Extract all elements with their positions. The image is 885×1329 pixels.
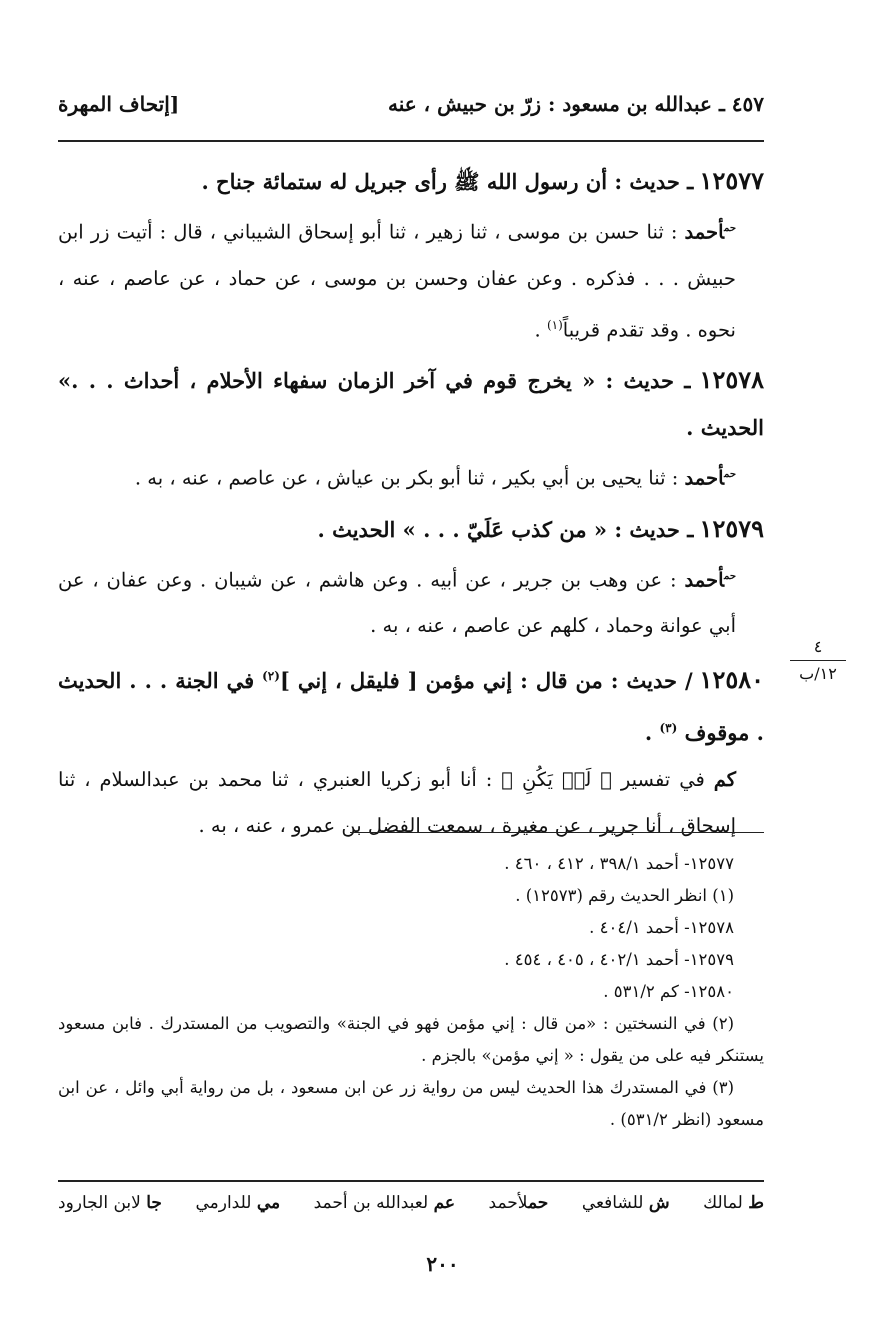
hadith-heading	[58, 357, 764, 452]
legend-label: لمالك	[703, 1193, 743, 1213]
hadith-title: ـ حديث : « يخرج قوم في آخر الزمان سفهاء الأحلام ، أحداث . . .» الحديث .	[58, 368, 764, 440]
legend-code: ط	[748, 1193, 764, 1213]
hadith-body	[58, 206, 764, 353]
hadith-chain: : عن وهب بن جرير ، عن أبيه . وعن هاشم ، عن شيبان . وعن عفان ، عن أبي عوانة وحماد ، كلهم عن عاصم ، عنه ، به .	[58, 568, 736, 637]
legend-code: ش	[648, 1193, 670, 1213]
footnote: ١٢٥٧٨- أحمد ٤٠٤/١ .	[589, 918, 734, 937]
hadith-title-end: .	[644, 720, 660, 745]
hadith-number: ١٢٥٧٩	[699, 513, 764, 543]
hadith-body	[58, 554, 764, 650]
hadith-heading	[58, 653, 764, 757]
header-book-title: [إتحاف المهرة	[58, 92, 180, 116]
running-header	[58, 92, 764, 126]
hadith-number: ١٢٥٧٧	[699, 166, 764, 195]
legend-item	[582, 1193, 670, 1213]
main-text	[58, 158, 764, 849]
hadith-number: ١٢٥٧٨	[699, 365, 764, 394]
footnote: ١٢٥٧٧- أحمد ٣٩٨/١ ، ٤١٢ ، ٤٦٠ .	[504, 854, 734, 873]
legend-rule	[58, 1180, 764, 1182]
hadith-title-part: في الجنة . . . الحديث . موقوف	[58, 668, 764, 745]
legend-item	[314, 1193, 455, 1213]
hadith-title: ـ حديث : أن رسول الله ﷺ رأى جبريل له ستمائة جناح .	[201, 169, 694, 194]
footnote: (١) انظر الحديث رقم (١٢٥٧٣) .	[515, 886, 734, 905]
folio-bottom: ١٢/ب	[799, 664, 837, 683]
legend-item	[489, 1193, 549, 1213]
legend-item	[703, 1193, 764, 1213]
legend-item	[195, 1193, 280, 1213]
folio-top: ٤	[813, 637, 823, 656]
legend-label: لعبدالله بن أحمد	[313, 1193, 429, 1213]
manuscript-folio-note	[790, 636, 846, 685]
legend-label: للشافعي	[581, 1193, 644, 1213]
source-name: كم	[713, 768, 737, 791]
legend-label: للدارمي	[195, 1193, 252, 1213]
source-name: أحمد	[684, 466, 725, 490]
hadith-heading	[58, 158, 764, 206]
hadith-title-part: / حديث : من قال : إني مؤمن [ فليقل ، إني ]	[279, 668, 693, 693]
source-name: أحمد	[684, 568, 725, 591]
legend-code: حم	[527, 1193, 549, 1213]
source-code: حم	[724, 469, 736, 480]
hadith-chain: : ثنا يحيى بن أبي بكير ، ثنا أبو بكر بن عياش ، عن عاصم ، عنه ، به .	[134, 466, 679, 490]
footnote-ref: (٣)	[659, 721, 678, 735]
hadith-chain: : ثنا حسن بن موسى ، ثنا زهير ، ثنا أبو إسحاق الشيباني ، قال : أتيت زر ابن حبيش . . . فذكره . وعن عفان وحسن بن موسى ، عن حماد ، عن عاصم ، عنه ، نحوه . وقد تقدم قريباً	[58, 220, 736, 341]
hadith-title: ـ حديث : « من كذب عَلَيّ . . . » الحديث .	[317, 516, 694, 542]
hadith-body-end: .	[534, 318, 547, 341]
footnote-ref: (٢)	[262, 669, 280, 683]
hadith-number: ١٢٥٨٠	[699, 665, 764, 694]
hadith-chain: في تفسير ﴿ لَمۡ يَكُنِ ﴾ : أنا أبو زكريا العنبري ، ثنا محمد بن عبدالسلام ، ثنا إسحاق ، أنا جرير ، عن مغيرة ، سمعت الفضل بن عمرو ، عنه ، به .	[58, 768, 736, 837]
footnotes-rule	[350, 832, 764, 833]
footnote-ref: (١)	[546, 317, 563, 332]
footnote: (٣) في المستدرك هذا الحديث ليس من رواية زر عن ابن مسعود ، بل من رواية أبي وائل ، عن ابن مسعود (انظر ٥٣١/٢) .	[58, 1078, 764, 1129]
header-section-title: ٤٥٧ ـ عبدالله بن مسعود : زرّ بن حبيش ، عنه	[388, 92, 764, 116]
abbreviation-legend	[58, 1193, 764, 1213]
legend-label: لابن الجارود	[58, 1193, 141, 1213]
source-code: حم	[724, 570, 737, 582]
hadith-title	[58, 668, 764, 745]
footnotes	[58, 848, 764, 1136]
legend-item	[58, 1193, 162, 1213]
hadith-heading	[58, 506, 764, 554]
hadith-body	[58, 452, 764, 502]
hadith-body	[58, 757, 764, 849]
legend-code: جا	[146, 1193, 162, 1213]
page-number: ٢٠٠	[426, 1252, 459, 1276]
footnote: (٢) في النسختين : «من قال : إني مؤمن فهو في الجنة» والتصويب من المستدرك . فابن مسعود يستنكر فيه على من يقول : « إني مؤمن» بالجزم .	[58, 1014, 764, 1065]
legend-label: لأحمد	[488, 1193, 528, 1213]
folio-divider	[790, 660, 846, 661]
source-code: حم	[724, 223, 736, 234]
source-name: أحمد	[684, 220, 725, 244]
header-rule	[58, 140, 764, 142]
legend-code: عم	[433, 1193, 456, 1213]
legend-code: مي	[256, 1193, 281, 1213]
footnote: ١٢٥٨٠- كم ٥٣١/٢ .	[603, 982, 734, 1001]
footnote: ١٢٥٧٩- أحمد ٤٠٢/١ ، ٤٠٥ ، ٤٥٤ .	[504, 950, 734, 969]
